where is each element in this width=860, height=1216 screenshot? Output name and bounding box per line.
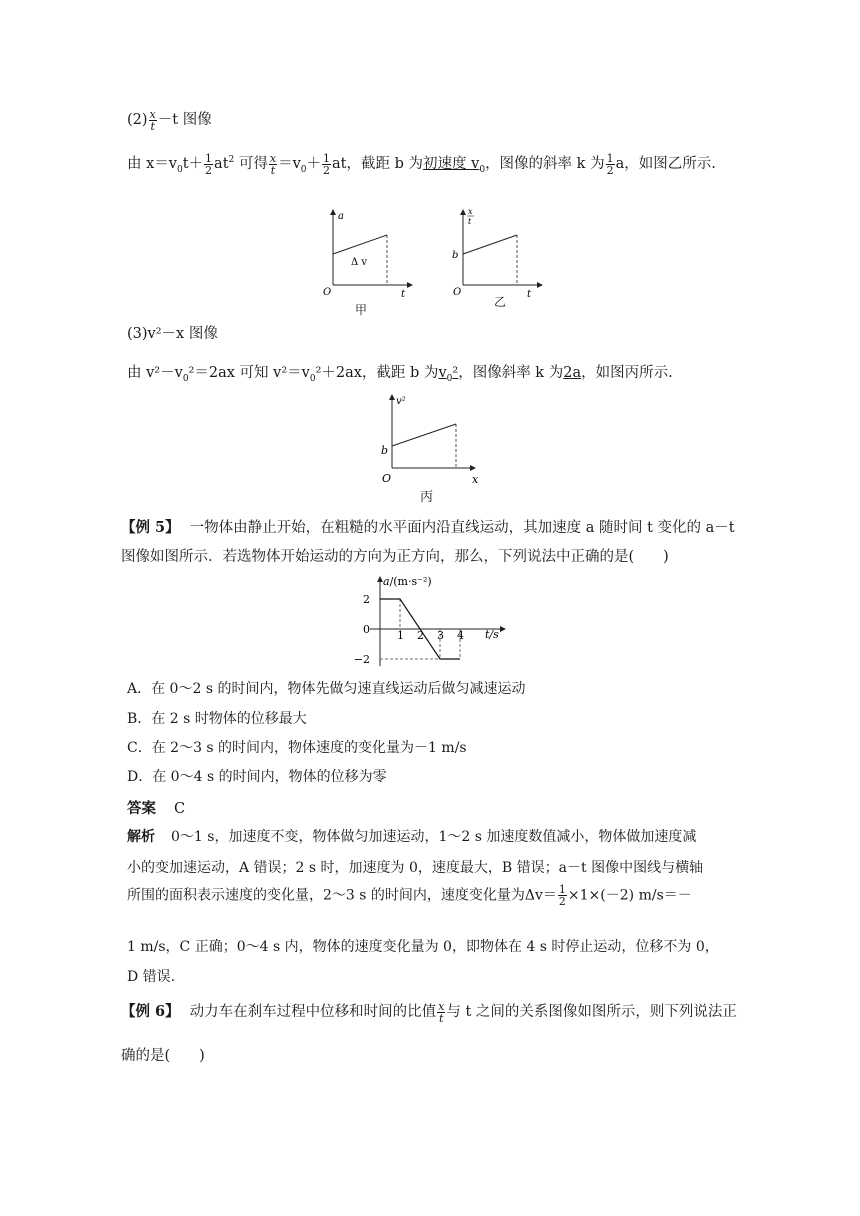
origin-label: O [453,287,462,298]
x-axis-label: t [401,289,406,300]
y-tick-label-minus-2: −2 [353,653,370,666]
caption-bing: 丙 [420,490,434,505]
intercept-label: b [381,444,389,457]
y-axis-arrow [330,209,336,215]
origin-label: O [323,287,332,298]
x-axis-arrow [407,282,413,288]
analysis-line-5: D 错误. [127,969,176,985]
section-title: －t 图像 [157,112,212,128]
answer-label: 答案 [127,800,156,817]
graph-jia [315,205,415,305]
half-fraction: $\frac{1}{2}$ [323,151,331,177]
analysis-line-2: 小的变加速运动，A 错误；2 s 时，加速度为 0，速度最大，B 错误；a－t 图像中图线与横轴 [127,860,704,876]
graph-yi [445,205,545,305]
example-6-tag: 【例 6】 [121,1003,180,1020]
y-tick-label-0: 0 [363,623,370,636]
x-axis-label: t/s [485,628,499,641]
x-axis-arrow [470,465,476,471]
answer-value: C [174,801,186,817]
section-2-heading [127,108,212,132]
origin-label: O [382,472,392,485]
option-d: D．在 0～4 s 的时间内，物体的位移为零 [127,769,387,785]
option-b: B．在 2 s 时物体的位移最大 [127,711,307,727]
y-axis-arrow [460,209,466,215]
y-axis-label: a [338,211,344,222]
x-axis-label: t [527,289,532,300]
caption-yi: 乙 [494,295,507,309]
x-over-t-fraction: $\frac{x}{t}$ [269,151,277,177]
analysis-line-4: 1 m/s，C 正确；0～4 s 内，物体的速度变化量为 0，即物体在 4 s 时停止运动，位移不为 0， [127,939,719,955]
x-tick-label-4: 4 [457,629,464,642]
analysis-line-3: 所围的面积表示速度的变化量，2～3 s 的时间内，速度变化量为Δv＝ $\frac{1}{2}$ ×1×(－2) m/s＝－ [127,883,692,908]
formula-line-2: 由 $x=v_0t+$ $\frac{1}{2}$ $at^2$ 可得 $\frac{x}{t}$ $=v_0+$ $\frac{1}{2}$ at，截距 b 为初速度 $v_0$，图像的斜率 k 为 $\frac{1}{2}$ a，如图乙所示. [127,151,716,177]
underlined-intercept: $v_0^2$ [438,365,459,384]
y-axis-label: v² [396,396,406,407]
x-axis-arrow [537,282,543,288]
y-axis-label: a/(m·s⁻²) [383,575,432,588]
section-3-heading: (3)v²－x 图像 [127,326,218,342]
example-5-question-line-1: 【例 5】 一物体由静止开始，在粗糙的水平面内沿直线运动，其加速度 a 随时间 t 变化的 a－t [121,519,735,536]
formula-line-3: 由 $v^2-v_0^2=2ax$ 可知 $v^2=v_0^2+2ax$，截距 b 为$v_0^2$，图像斜率 k 为2a，如图丙所示. [127,365,673,384]
x-over-t-fraction: $\frac{x}{t}$ [438,999,445,1025]
option-a: A．在 0～2 s 的时间内，物体先做匀速直线运动后做匀减速运动 [127,681,526,697]
x-tick-label-1: 1 [397,629,404,642]
x-tick-label-2: 2 [417,629,424,642]
intercept-label: b [452,250,459,261]
analysis-line-1: 解析 0～1 s，加速度不变，物体做匀加速运动，1～2 s 加速度数值减小，物体做加速度减 [127,829,697,845]
x-axis-label: x [472,473,479,486]
option-c: C．在 2～3 s 的时间内，物体速度的变化量为－1 m/s [127,740,467,756]
example-6-question-line-2: 确的是( ) [121,1048,205,1064]
underlined-initial-velocity: 初速度 $v_0$ [423,156,486,175]
area-label: Δ v [351,257,368,268]
y-axis-arrow [389,394,395,400]
graph-bing [370,390,490,490]
at-graph [330,570,510,670]
example-5-tag: 【例 5】 [121,519,180,536]
section-number: (2) [127,112,148,128]
half-fraction: $\frac{1}{2}$ [606,151,614,177]
answer-line [127,797,185,818]
y-axis-label-den: t [468,217,472,226]
analysis-label: 解析 [127,829,155,845]
example-6-question-line-1: 【例 6】 动力车在刹车过程中位移和时间的比值 $\frac{x}{t}$ 与 t 之间的关系图像如图所示，则下列说法正 [121,999,737,1025]
half-fraction: $\frac{1}{2}$ [205,151,213,177]
y-axis-label-num: x [468,207,473,216]
underlined-slope: 2a [563,365,582,381]
graph-line [392,424,456,446]
x-over-t-fraction: $\frac{x}{t}$ [149,107,156,133]
x-axis-arrow [500,626,506,632]
x-tick-label-3: 3 [437,629,444,642]
half-fraction: $\frac{1}{2}$ [558,883,566,908]
graph-line [333,235,387,254]
example-5-question-line-2: 图像如图所示．若选物体开始运动的方向为正方向，那么，下列说法中正确的是( ) [121,549,669,565]
caption-jia: 甲 [355,303,368,317]
graph-line [463,235,517,254]
y-tick-label-2: 2 [363,593,370,606]
